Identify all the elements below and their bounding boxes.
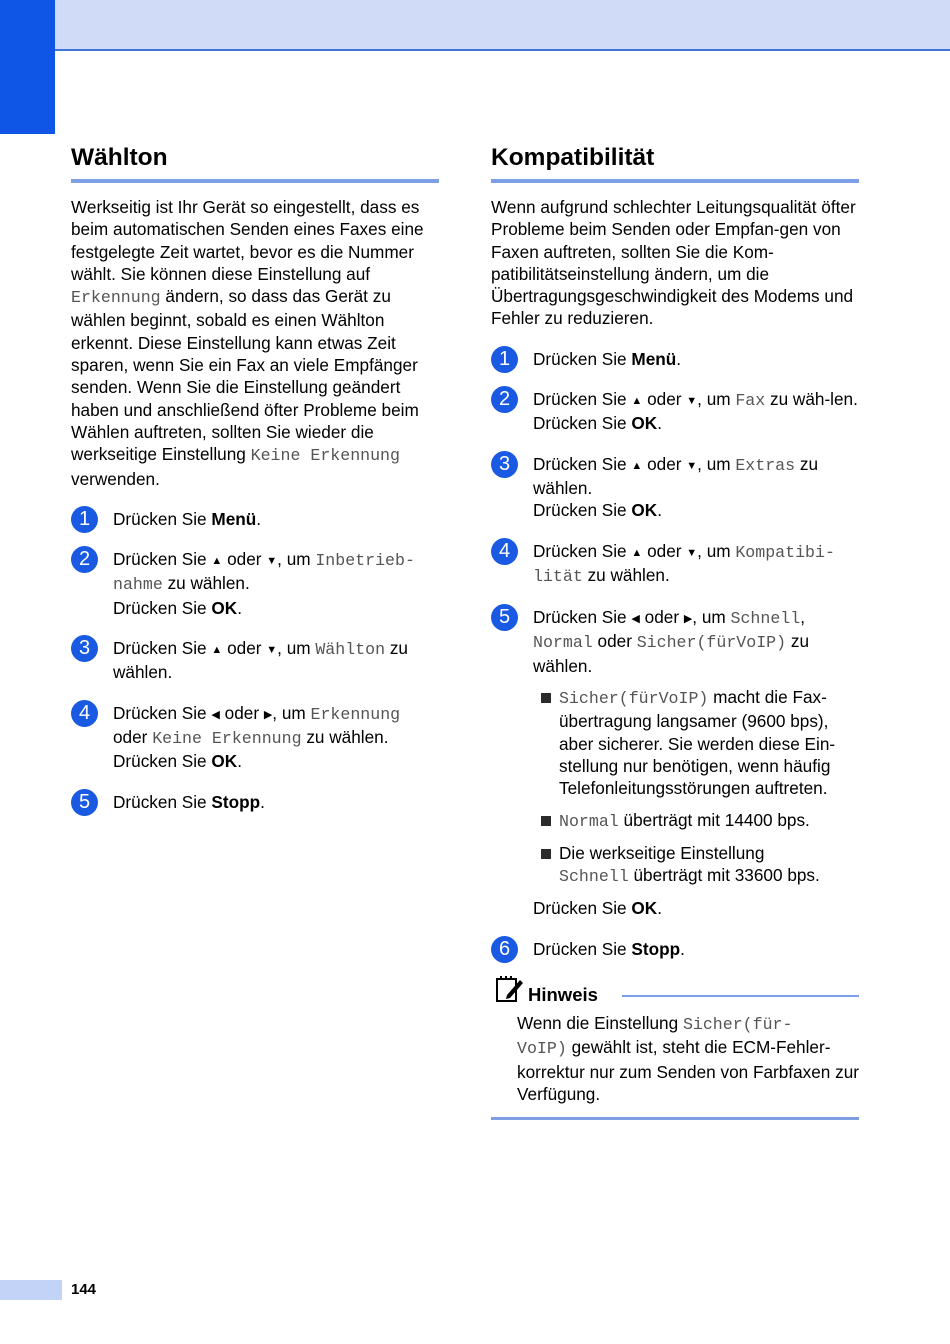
note-title: Hinweis bbox=[528, 984, 598, 1006]
bullet-square-icon bbox=[541, 693, 551, 703]
down-arrow-icon: ▼ bbox=[266, 644, 278, 657]
intro-paragraph: Wenn aufgrund schlechter Leitungsqualität öfter Probleme beim Senden oder Empfan-gen von Faxen auftreten, sollten Sie die Kom-patibilitätseinstellung ändern, um die Übertragungsgeschwindigkeit des Modems und Fehler zu reduzieren. bbox=[491, 197, 856, 329]
list-item: Die werkseitige Einstellung Schnell überträgt mit 33600 bps. bbox=[533, 842, 859, 889]
step-number-badge: 2 bbox=[71, 546, 98, 573]
step-list bbox=[71, 508, 439, 813]
down-arrow-icon: ▼ bbox=[686, 459, 698, 472]
chapter-tab bbox=[0, 0, 55, 134]
note-divider bbox=[622, 995, 859, 997]
left-arrow-icon: ◀ bbox=[631, 613, 640, 626]
step-4: 4 Drücken Sie ◀ oder ▶, um Erkennung oder Keine Erkennung zu wählen. Drücken Sie OK. bbox=[71, 702, 439, 773]
right-arrow-icon: ▶ bbox=[683, 613, 693, 626]
step-number-badge: 1 bbox=[491, 346, 518, 373]
step-5: 5 Drücken Sie Stopp. bbox=[71, 791, 439, 813]
note-box bbox=[491, 978, 859, 1120]
down-arrow-icon: ▼ bbox=[686, 395, 698, 408]
step-number-badge: 4 bbox=[71, 700, 98, 727]
up-arrow-icon: ▲ bbox=[211, 555, 223, 568]
list-item: Normal überträgt mit 14400 bps. bbox=[533, 809, 859, 833]
section-title: Kompatibilität bbox=[491, 142, 859, 183]
notepad-pencil-icon bbox=[494, 974, 524, 1004]
step-number-badge: 5 bbox=[71, 789, 98, 816]
note-header bbox=[491, 978, 859, 1008]
header-band bbox=[0, 0, 950, 51]
step-6: 6 Drücken Sie Stopp. bbox=[491, 938, 859, 960]
option-list bbox=[533, 686, 859, 888]
left-arrow-icon: ◀ bbox=[211, 708, 220, 721]
up-arrow-icon: ▲ bbox=[631, 546, 643, 559]
step-number-badge: 6 bbox=[491, 936, 518, 963]
step-list bbox=[491, 348, 859, 960]
bullet-square-icon bbox=[541, 816, 551, 826]
section-waehlton bbox=[71, 142, 439, 831]
step-number-badge: 3 bbox=[71, 635, 98, 662]
list-item: Sicher(fürVoIP) macht die Fax-übertragung langsamer (9600 bps), aber sicherer. Sie werden diese Ein-stellung nur benötigen, wenn häufig Telefonleitungsstörungen auftreten. bbox=[533, 686, 859, 799]
step-1: 1 Drücken Sie Menü. bbox=[71, 508, 439, 530]
right-arrow-icon: ▶ bbox=[263, 708, 273, 721]
note-text: Wenn die Einstellung Sicher(für- VoIP) gewählt ist, steht die ECM-Fehler-korrektur nur zum Senden von Farbfaxen zur Verfügung. bbox=[491, 1012, 859, 1120]
up-arrow-icon: ▲ bbox=[631, 459, 643, 472]
step-1: 1 Drücken Sie Menü. bbox=[491, 348, 859, 370]
up-arrow-icon: ▲ bbox=[631, 395, 643, 408]
step-3: 3 Drücken Sie ▲ oder ▼, um Extras zu wählen. Drücken Sie OK. bbox=[491, 453, 859, 522]
down-arrow-icon: ▼ bbox=[686, 546, 698, 559]
step-2: 2 Drücken Sie ▲ oder ▼, um Inbetrieb- nahme zu wählen. Drücken Sie OK. bbox=[71, 548, 439, 619]
intro-paragraph: Werkseitig ist Ihr Gerät so eingestellt, dass es beim automatischen Senden eines Faxes eine festgelegte Zeit wartet, bevor es die Nummer wählt. Sie können diese Einstellung auf Erkennung ändern, so dass das Gerät zu wählen beginnt, sobald es einen Wählton erkennt. Diese Einstellung kann etwas Zeit sparen, wenn Sie ein Fax an viele Empfänger senden. Wenn Sie die Einstellung geändert haben und anschließend öfter Probleme beim Wählen auftreten, sollten Sie wieder die werkseitige Einstellung Keine Erkennung verwenden. bbox=[71, 197, 424, 489]
section-title: Wählton bbox=[71, 142, 439, 183]
step-4: 4 Drücken Sie ▲ oder ▼, um Kompatibi- lität zu wählen. bbox=[491, 540, 859, 589]
footer-tab bbox=[0, 1280, 62, 1300]
up-arrow-icon: ▲ bbox=[211, 644, 223, 657]
step-3: 3 Drücken Sie ▲ oder ▼, um Wählton zu wählen. bbox=[71, 637, 439, 684]
step-number-badge: 1 bbox=[71, 506, 98, 533]
step-number-badge: 5 bbox=[491, 604, 518, 631]
section-kompatibilitaet bbox=[491, 142, 859, 1120]
bullet-square-icon bbox=[541, 849, 551, 859]
step-number-badge: 2 bbox=[491, 386, 518, 413]
step-number-badge: 3 bbox=[491, 451, 518, 478]
step-2: 2 Drücken Sie ▲ oder ▼, um Fax zu wäh-len. Drücken Sie OK. bbox=[491, 388, 859, 435]
step-5: 5 Drücken Sie ◀ oder ▶, um Schnell, Normal oder Sicher(fürVoIP) zu wählen. Sicher(fürVoIP) macht die Fax-übertragung langsamer (9600 bps), aber sicherer. Sie werden diese Ein-stellung nur benötigen, wenn häufig Telefonleitungsstörungen auftreten. Normal überträgt mit 14400 bps. Die werkseitige Einstellung Schnell überträgt mit 33600 bps. Drücken Sie OK. bbox=[491, 606, 859, 920]
step-number-badge: 4 bbox=[491, 538, 518, 565]
down-arrow-icon: ▼ bbox=[266, 555, 278, 568]
page-number: 144 bbox=[71, 1281, 97, 1298]
